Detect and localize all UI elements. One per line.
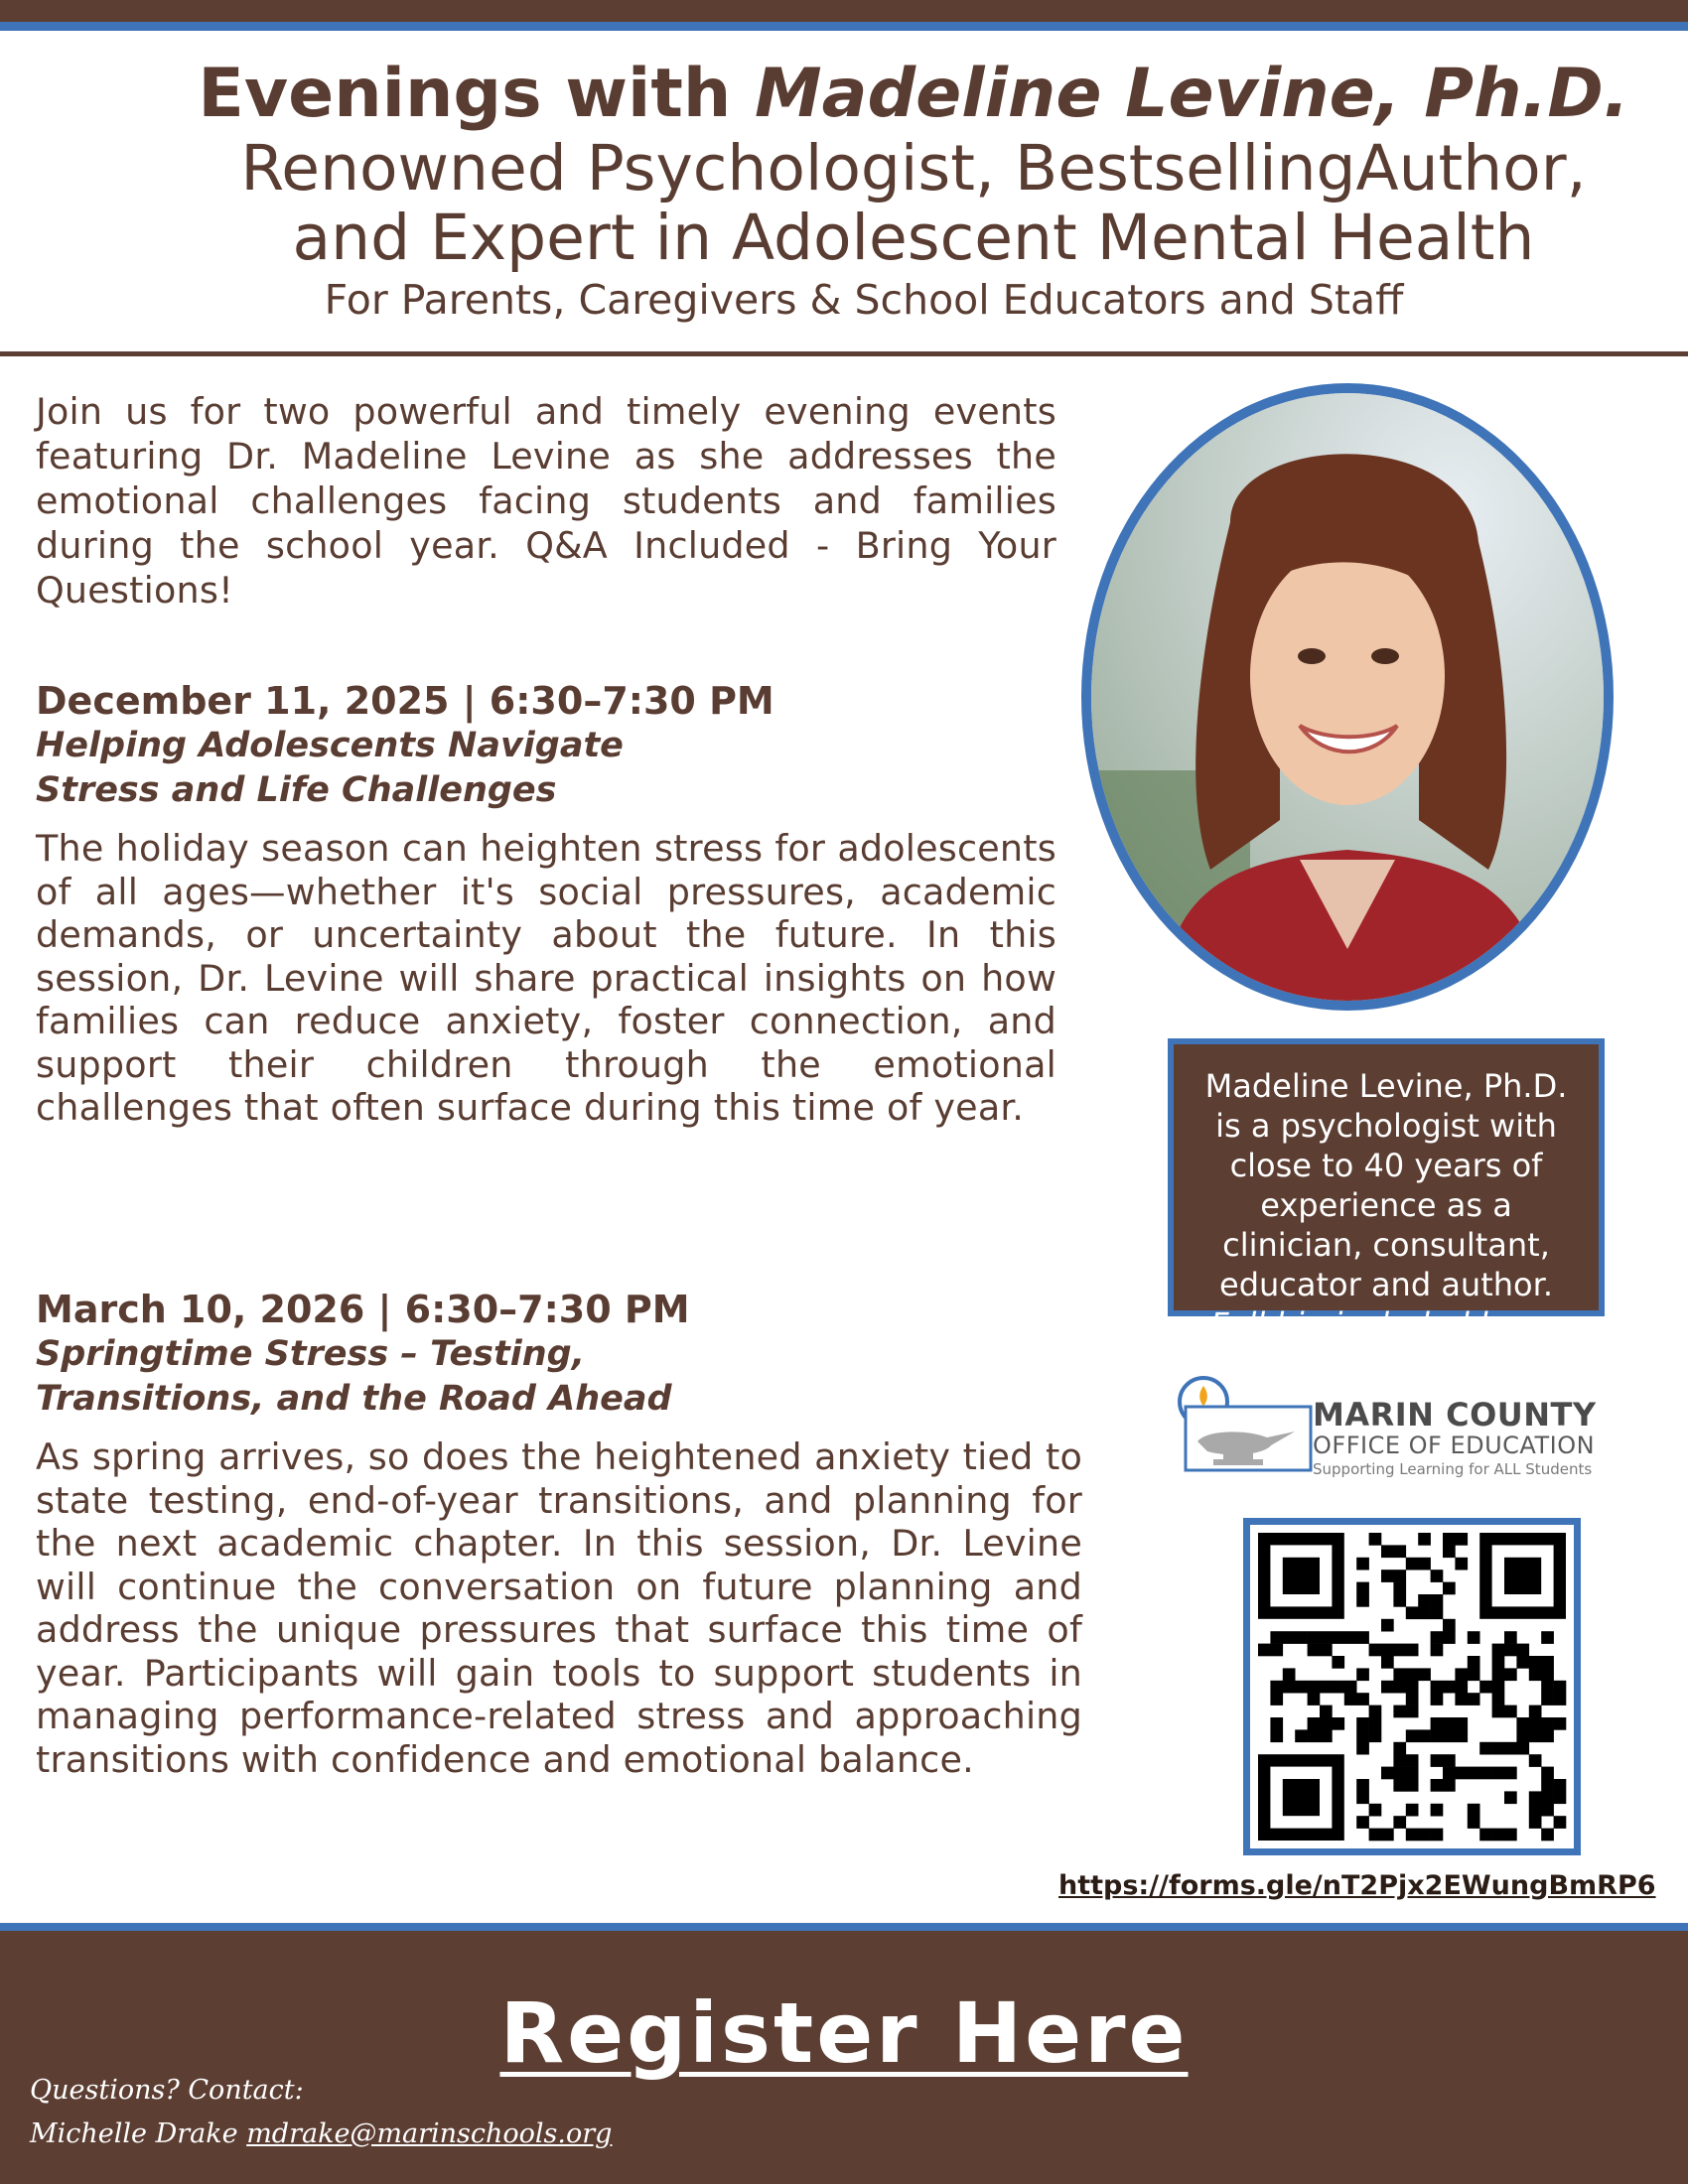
contact-email-link[interactable]: mdrake@marinschools.org: [246, 2118, 613, 2149]
marin-county-logo: [1168, 1372, 1605, 1481]
register-here-link[interactable]: Register Here: [499, 1984, 1189, 2082]
footer-blue-stripe: [0, 1923, 1688, 1931]
contact-label: Questions? Contact:: [30, 2075, 304, 2106]
registration-url-link[interactable]: https://forms.gle/nT2Pjx2EWungBmRP6: [1058, 1870, 1656, 1901]
intro-section: [36, 389, 1056, 613]
event-2-title-line-1: Springtime Stress – Testing,: [36, 1334, 586, 1374]
event-2: [36, 1287, 1082, 1781]
event-1-title-line-2: Stress and Life Challenges: [36, 770, 557, 810]
audience-line: For Parents, Caregivers & School Educators and Staff: [324, 276, 1404, 324]
bio-box: [1168, 1038, 1605, 1343]
speaker-photo-frame: [1081, 383, 1614, 1011]
bio-link-prefix: Full bio included: [1210, 1305, 1479, 1343]
event-1: [36, 678, 1056, 1130]
bio-text: Madeline Levine, Ph.D. is a psychologist with close to 40 years of experience as a clinician, consultant, educator and author.: [1204, 1067, 1568, 1303]
contact-name: Michelle Drake: [30, 2118, 247, 2149]
event-2-date: March 10, 2026 | 6:30–7:30 PM: [36, 1288, 690, 1331]
event-2-title-line-2: Transitions, and the Road Ahead: [36, 1379, 672, 1419]
page-title: Evenings with Madeline Levine, Ph.D.: [198, 55, 1629, 133]
register-here-heading[interactable]: [0, 1985, 1688, 2081]
qr-code-icon: [1250, 1525, 1574, 1848]
header-divider: [0, 351, 1688, 356]
logo-subtitle: OFFICE OF EDUCATION: [1313, 1432, 1596, 1459]
header: [0, 55, 1688, 328]
registration-qr-code[interactable]: [1243, 1518, 1581, 1855]
speaker-photo: [1091, 393, 1604, 1001]
top-brown-bar: [0, 0, 1688, 22]
logo-title: MARIN COUNTY: [1313, 1396, 1597, 1433]
event-1-description: The holiday season can heighten stress for adolescents of all ages—whether it's social pressures, academic demands, or uncertainty about the future. In this session, Dr. Levine will share practical insights on how families can reduce anxiety, foster connection, and support their children through the emotional challenges that often surface during this time of year.: [36, 827, 1056, 1129]
top-blue-stripe: [0, 22, 1688, 31]
logo-tagline: Supporting Learning for ALL Students: [1313, 1460, 1593, 1478]
event-1-date: December 11, 2025 | 6:30–7:30 PM: [36, 679, 774, 723]
subtitle-line-2: and Expert in Adolescent Mental Health: [292, 202, 1535, 274]
bio-suffix: .: [1551, 1305, 1562, 1343]
subtitle-line-1: Renowned Psychologist, BestsellingAuthor,: [240, 132, 1587, 205]
full-bio-link[interactable]: here: [1478, 1305, 1552, 1343]
lamp-icon: [1168, 1372, 1313, 1481]
contact-info: [30, 2069, 612, 2156]
intro-paragraph: Join us for two powerful and timely evening events featuring Dr. Madeline Levine as she addresses the emotional challenges facing students and families during the school year. Q&A Included - Bring Your Questions!: [36, 390, 1056, 612]
event-2-description: As spring arrives, so does the heightened anxiety tied to state testing, end-of-year transitions, and planning for the next academic chapter. In this session, Dr. Levine will continue the conversation on future planning and address the unique pressures that surface this time of year. Participants will gain tools to support students in managing performance-related stress and approaching transitions with confidence and emotional balance.: [36, 1435, 1082, 1781]
speaker-name: Madeline Levine, Ph.D.: [754, 55, 1629, 133]
event-1-title-line-1: Helping Adolescents Navigate: [36, 726, 624, 765]
